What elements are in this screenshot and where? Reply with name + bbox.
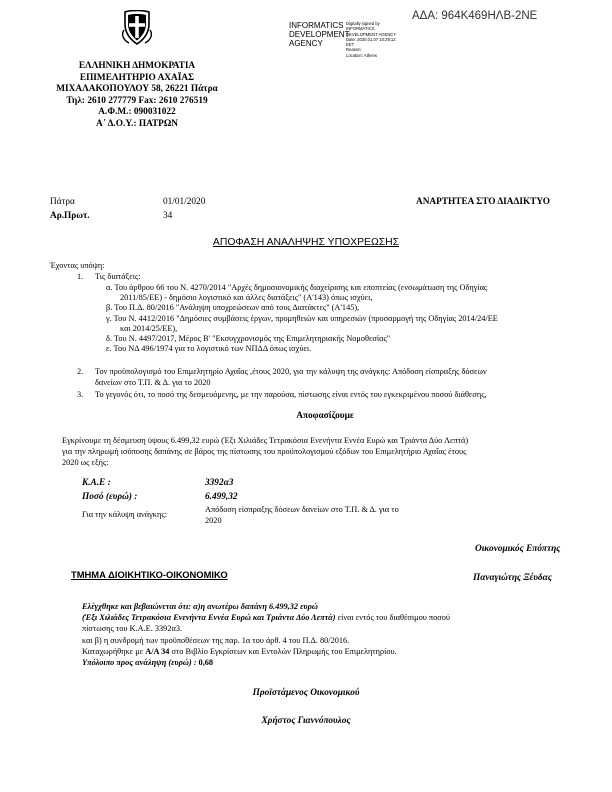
considering-intro: Έχοντας υπόψη: xyxy=(50,261,105,270)
provision-line: και 2014/25/ΕΕ), xyxy=(120,323,178,333)
president-name: Παναγιώτης Ξέυδας xyxy=(473,573,552,583)
issuer-header xyxy=(30,61,244,130)
ida-stamp-line: INFORMATICS xyxy=(346,26,375,32)
provision-line: 2011/85/ΕΕ) - δημόσιο λογιστικό και άλλες διατάξεις" (Α'143) όπως ισχύει, xyxy=(120,293,373,303)
verification-text: στο Βιβλίο Εγκρίσεων και Εντολών Πληρωμής του Επιμελητηρίου. xyxy=(169,646,397,656)
ida-stamp-line: DEVELOPMENT xyxy=(289,30,350,39)
item-2-line: Τον προϋπολογισμό του Επιμελητηρίο Αχαΐας ,έτους 2020, για την κάλυψη της ανάγκης: Απόδοση είσπραξης δόσεων xyxy=(95,367,487,376)
verification-block xyxy=(82,601,450,668)
remaining-label: Υπόλοιπο προς ανάληψη (ευρώ) : xyxy=(82,658,197,668)
decision-line: για την πληρωμή ισόποσης δαπάνης σε βάρος της πίστωσης του προϋπολογισμού εξόδων του Επιμελητήριο Αχαΐας έτους xyxy=(62,446,467,456)
ada-code: ΑΔΑ: 964Κ469ΗΛΒ-2ΝΕ xyxy=(412,10,538,22)
ida-stamp-line: Date: 2020.01.07 10:29:12 xyxy=(346,36,396,42)
kae-value: 3392α3 xyxy=(205,478,234,488)
item-1-text: Τις διατάξεις: xyxy=(95,272,141,281)
posting-note: ΑΝΑΡΤΗΤΕΑ ΣΤΟ ΔΙΑΔΙΚΤΥΟ xyxy=(416,197,550,207)
verification-line: πίστωσης του Κ.Α.Ε. 3392α3. xyxy=(82,624,183,634)
need-line: Απόδοση είσπραξης δόσεων δανείων στο Τ.Π. & Δ. για το xyxy=(205,505,399,514)
amount-value: 6.499,32 xyxy=(205,492,238,502)
header-phone: Τηλ: 2610 277779 Fax: 2610 276519 xyxy=(66,95,208,106)
document-title: ΑΠΟΦΑΣΗ ΑΝΑΛΗΨΗΣ ΥΠΟΧΡΕΩΣΗΣ xyxy=(212,237,400,248)
provisions-list xyxy=(106,283,498,354)
item-2-text xyxy=(95,367,487,388)
need-line: 2020 xyxy=(205,516,222,525)
ida-stamp-line: AGENCY xyxy=(289,39,323,48)
remaining-value: 0,68 xyxy=(198,658,214,668)
decision-text xyxy=(62,436,468,468)
provision-line: γ. Του Ν. 4412/2016 "Δημόσιες συμβάσεις έργων, προμηθειών και υπηρεσιών (προσαρμογή της Οδηγίας 2014/24/ΕΕ xyxy=(106,313,498,323)
ida-stamp-line: Digitally signed by xyxy=(346,21,380,26)
item-number: 2. xyxy=(77,367,84,376)
protocol-label: Αρ.Πρωτ. xyxy=(50,211,90,221)
section-title: ΤΜΗΜΑ ΔΙΟΙΚΗΤΙΚΟ-ΟΙΚΟΝΟΜΙΚΟ xyxy=(71,569,228,580)
provision-line: δ. Του Ν. 4497/2017, Μέρος Β' "Εκσυγχρονισμός της Επιμελητηριακής Νομοθεσίας" xyxy=(106,334,391,344)
verification-line: και β) η συνδρομή των προϋποθέσεων της παρ. 1α του άρθ. 4 του Π.Δ. 80/2016. xyxy=(82,635,350,645)
provision-line: ε. Του ΝΔ 496/1974 για το λογιστικό των ΝΠΔΔ όπως ισχύει. xyxy=(106,344,312,354)
header-chamber: ΕΠΙΜΕΛΗΤΗΡΙΟ ΑΧΑΪΑΣ xyxy=(79,72,195,83)
ida-stamp-line: Location: Athens xyxy=(346,52,377,58)
auditor-title: Οικονομικός Επόπτης xyxy=(475,544,561,554)
ida-stamp-line: Reason: xyxy=(346,47,362,53)
registry-entry: Α/Α 34 xyxy=(145,646,170,656)
verification-amount: 6.499,32 ευρώ xyxy=(268,602,318,611)
ida-stamp-line: EET xyxy=(346,42,355,48)
ida-stamp-right xyxy=(346,21,396,58)
verification-amount-words: (Έξι Χιλιάδες Τετρακόσια Ενενήντα Εννέα Ευρώ και Τριάντα Δύο Λεπτά) xyxy=(82,613,336,623)
kae-label: Κ.Α.Ε : xyxy=(82,478,111,488)
greek-coat-of-arms-icon xyxy=(121,10,153,46)
header-vat: Α.Φ.Μ.: 090031022 xyxy=(98,107,176,117)
amount-label: Ποσό (ευρώ) : xyxy=(82,492,138,502)
ida-stamp-line: DEVELOPMENT AGENCY xyxy=(346,31,397,37)
need-label: Για την κάλυψη ανάγκης: xyxy=(82,510,167,519)
header-tax-office: Α΄ Δ.Ο.Υ.: ΠΑΤΡΩΝ xyxy=(95,118,179,129)
finance-head-title: Προϊστάμενος Οικονομικού xyxy=(252,688,360,698)
finance-head-name: Χρήστος Γιαννόπουλος xyxy=(261,716,351,726)
place-label: Πάτρα xyxy=(50,197,75,207)
item-number: 3. xyxy=(77,390,84,399)
verification-text: Καταχωρήθηκε με xyxy=(82,646,146,656)
document-date: 01/01/2020 xyxy=(163,197,206,207)
item-number: 1. xyxy=(77,272,84,281)
decision-heading: Αποφασίζουμε xyxy=(296,411,354,421)
verification-text: Ελέγχθηκε και βεβαιώνεται ότι: α)η ανωτέρω δαπάνη xyxy=(82,602,269,611)
need-value xyxy=(205,504,399,526)
ida-stamp-line: INFORMATICS xyxy=(289,21,344,30)
provision-line: β. Του Π.Δ. 80/2016 "Ανάληψη υποχρεώσεων από τους Διατάκτες" (Α'145), xyxy=(106,303,360,313)
ida-stamp-left xyxy=(289,21,349,48)
decision-line: Εγκρίνουμε τη δέσμευση ύψους 6.499,32 ευρώ (Έξι Χιλιάδες Τετρακόσια Ενενήντα Εννέα Ευρώ και Τριάντα Δύο Λεπτά) xyxy=(62,436,469,445)
protocol-number: 34 xyxy=(163,211,173,221)
provision-line: α. Του άρθρου 66 του Ν. 4270/2014 "Αρχές δημοσιονομικής διαχείρισης και εποπτείας (ενσωμάτωση της Οδηγίας xyxy=(106,283,488,292)
header-address: ΜΙΧΑΛΑΚΟΠΟΥΛΟΥ 58, 26221 Πάτρα xyxy=(56,84,218,94)
verification-text: είναι εντός του διαθέσιμου ποσού xyxy=(335,613,450,623)
decision-line: 2020 ως εξής: xyxy=(62,457,109,467)
header-country: ΕΛΛΗΝΙΚΗ ΔΗΜΟΚΡΑΤΙΑ xyxy=(78,61,196,71)
item-3-text: Το γεγονός ότι, το ποσό της δεσμευόμενης, με την παρούσα, πίστωσης είναι εντός του εγκεκριμένου ποσού διάθεσης, xyxy=(95,390,487,399)
item-2-line: δανείων στο Τ.Π. & Δ. για το 2020 xyxy=(95,377,211,387)
